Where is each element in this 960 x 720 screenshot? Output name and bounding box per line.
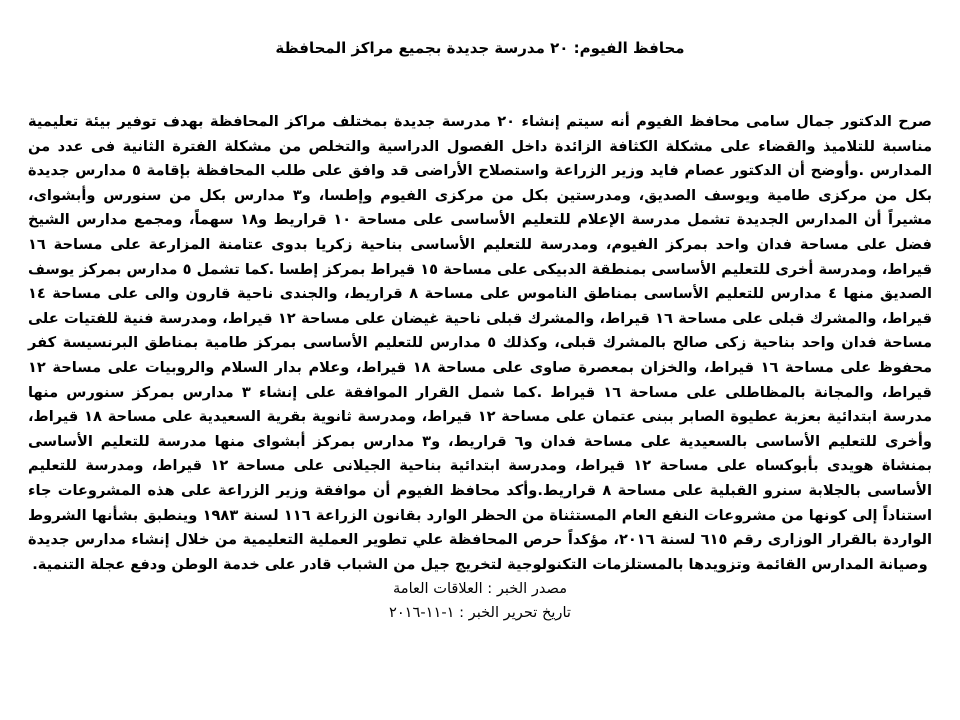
article-body: صرح الدكتور جمال سامى محافظ الفيوم أنه سيتم إنشاء ٢٠ مدرسة جديدة بمختلف مراكز المحافظة بهدف توفير بيئة تعليمية مناسبة للتلاميذ والقضاء على مشكلة الكثافة الزائدة داخل الفصول الدراسية والتخلص من مشكلة الفترة الثانية فى عدد من المدارس .وأوضح أن الدكتور عصام فايد وزير الزراعة واستصلاح الأراضى قد وافق على طلب المحافظة بإقامة ٥ مدارس جديدة بكل من مركزى طامية ويوسف الصديق، ومدرستين بكل من مركزى الفيوم وإطسا، و٣ مدارس بكل من سنورس وأبشواى، مشيراً أن المدارس الجديدة تشمل مدرسة الإعلام للتعليم الأساسى على مساحة ١٠ قراريط و١٨ سهماً، ومجمع مدارس الشيخ فضل على مساحة فدان واحد بمركز الفيوم، ومدرسة للتعليم الأساسى بناحية زكريا بدوى عتامنة المزارعة على مساحة ١٦ قيراط، ومدرسة أخرى للتعليم الأساسى بمنطقة الدبيكى على مساحة ١٥ قيراط بمركز إطسا .كما تشمل ٥ مدارس بمركز يوسف الصديق منها ٤ مدارس للتعليم الأساسى بمناطق الناموس على مساحة ٨ قراريط، والجندى ناحية قارون والى على مساحة ١٤ قيراط، والمشرك قبلى على مساحة ١٦ قيراط، والمشرك قبلى ناحية غيضان على مساحة ١٢ قيراط، ومدرسة فنية للفتيات على مساحة فدان واحد بناحية زكى صالح بالمشرك قبلى، وكذلك ٥ مدارس للتعليم الأساسى بمركز طامية بمناطق البرنسيسة كفر محفوظ على مساحة ١٦ قيراط، والخزان بمعصرة صاوى على مساحة ١٨ قيراط، وعلام بدار السلام والروبيات على مساحة ١٢ قيراط، والمجانة بالمظاطلى على مساحة ١٦ قيراط .كما شمل القرار الموافقة على إنشاء ٣ مدارس بمركز سنورس منها مدرسة ابتدائية بعزبة عطيوة الصابر ببنى عتمان على مساحة ١٢ قيراط، ومدرسة ثانوية بقرية السعيدية على مساحة ١٨ قيراط، وأخرى للتعليم الأساسى بالسعيدية على مساحة فدان و٦ قراريط، و٣ مدارس بمركز أبشواى منها مدرسة للتعليم الأساسى بمنشاة هويدى بأبوكساه على مساحة ١٢ قيراط، ومدرسة ابتدائية بناحية الجيلانى على مساحة ١٢ قيراط، ومدرسة للتعليم الأساسى بالجلابة سنرو القبلية على مساحة ٨ قراريط.وأكد محافظ الفيوم أن موافقة وزير الزراعة على هذه المشروعات جاء استناداً إلى كونها من مشروعات النفع العام المستثناة من الحظر الوارد بقانون الزراعة ١١٦ لسنة ١٩٨٣ وينطبق بشأنها الشروط الواردة بالقرار الوزارى رقم ٦١٥ لسنة ٢٠١٦، مؤكداً حرص المحافظة علي تطوير العملية التعليمية من خلال إنشاء مدارس جديدة وصيانة المدارس القائمة وتزويدها بالمستلزمات التكنولوجية لتخريج جيل من الشباب قادر على خدمة الوطن ودفع عجلة التنمية. [28, 113, 933, 573]
news-date: تاريخ تحرير الخبر : ١-١١-٢٠١٦ [389, 604, 571, 622]
news-source: مصدر الخبر : العلاقات العامة [392, 580, 568, 598]
article-title: محافظ الفيوم: ٢٠ مدرسة جديدة بجميع مراكز المحافظة [275, 39, 685, 57]
